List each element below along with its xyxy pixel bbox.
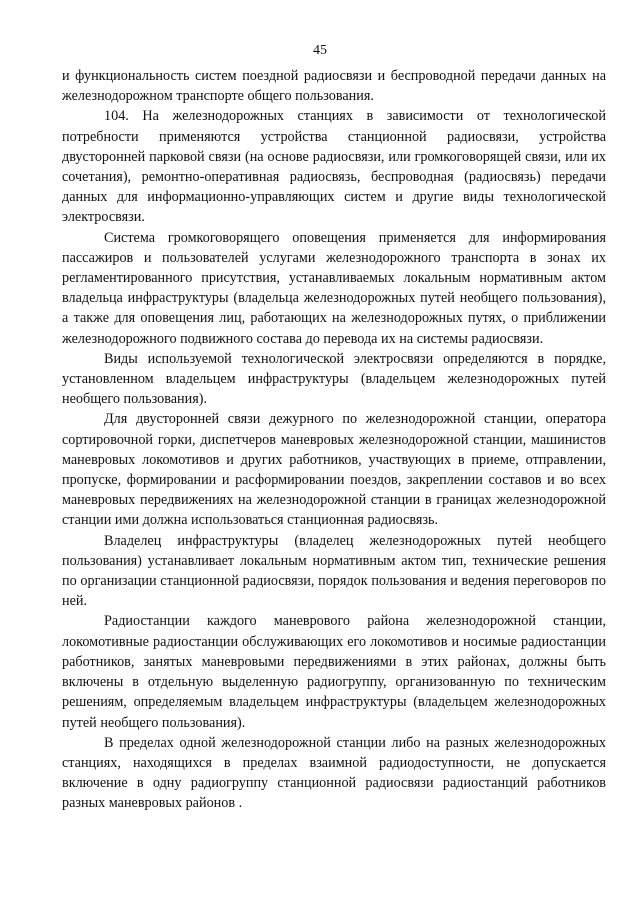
paragraph-continuation: и функциональность систем поездной радиосвязи и беспроводной передачи данных на железнодорожном транспорте общего пользования. <box>62 68 606 105</box>
document-body <box>62 66 606 814</box>
paragraph-loudspeaker-system: Система громкоговорящего оповещения применяется для информирования пассажиров и пользователей услугами железнодорожного транспорта в зонах их регламентированного присутствия, устанавливаемых локальным нормативным актом владельца инфраструктуры (владельца железнодорожных путей необщего пользования), а также для оповещения лиц, работающих на железнодорожных путях, о приближении железнодорожного подвижного состава до перевода их на системы радиосвязи. <box>62 229 606 347</box>
paragraph-clause-104: 104. На железнодорожных станциях в зависимости от технологической потребности применяются устройства станционной радиосвязи, устройства двусторонней парковой связи (на основе радиосвязи, или громкоговорящей связи, или их сочетания), ремонтно-оперативная радиосвязь, беспроводная (радиосвязь) передачи данных для информационно-управляющих систем и другие виды технологической электросвязи. <box>62 108 606 226</box>
paragraph-radio-stations: Радиостанции каждого маневрового района железнодорожной станции, локомотивные радиостанции обслуживающих его локомотивов и носимые радиостанции работников, занятых маневровыми передвижениями в этих районах, должны быть включены в отдельную выделенную радиогруппу, организованную по техническим решениям, определяемым владельцем инфраструктуры (владельцем железнодорожных путей необщего пользования). <box>62 613 606 731</box>
paragraph-types-of-telecom: Виды используемой технологической электросвязи определяются в порядке, установленном владельцем инфраструктуры (владельцем железнодорожных путей необщего пользования). <box>62 350 606 408</box>
paragraph-prohibition: В пределах одной железнодорожной станции либо на разных железнодорожных станциях, находящихся в пределах взаимной радиодоступности, не допускается включение в одну радиогруппу станционной радиосвязи радиостанций работников разных маневровых районов . <box>62 734 606 812</box>
page-number: 45 <box>313 43 327 58</box>
paragraph-infrastructure-owner: Владелец инфраструктуры (владелец железнодорожных путей необщего пользования) устанавливает локальным нормативным актом тип, технические решения по организации станционной радиосвязи, порядок пользования и ведения переговоров по ней. <box>62 532 606 610</box>
paragraph-two-way-communication: Для двусторонней связи дежурного по железнодорожной станции, оператора сортировочной горки, диспетчеров маневровых железнодорожной станции, машинистов маневровых локомотивов и других работников, участвующих в приеме, отправлении, пропуске, формировании и расформировании поездов, закреплении составов и во всех маневровых передвижениях на железнодорожной станции в границах железнодорожной станции ими должна использоваться станционная радиосвязь. <box>62 411 606 529</box>
